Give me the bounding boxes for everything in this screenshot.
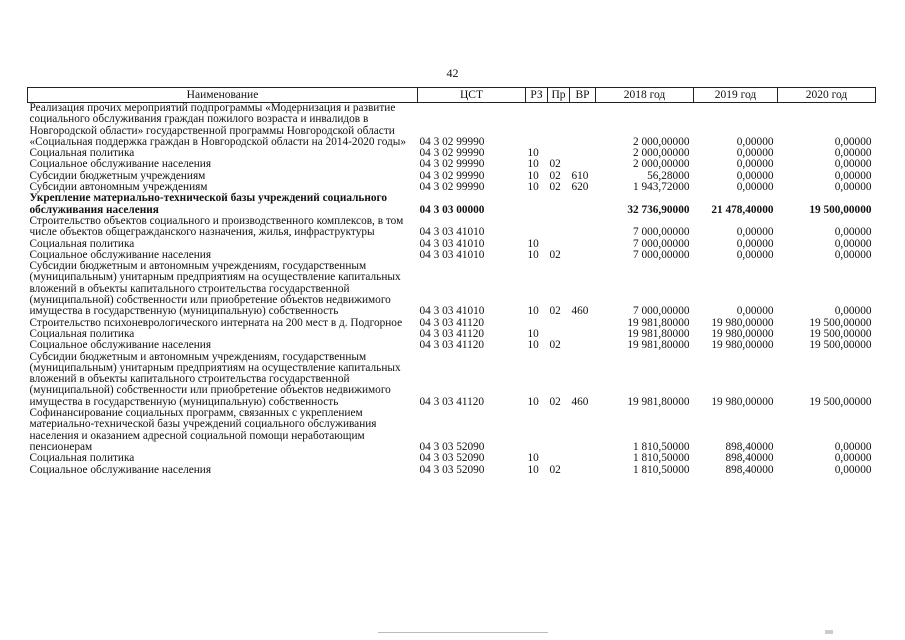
- table-row: [28, 408, 876, 453]
- row-rz: 10: [527, 158, 539, 171]
- row-pr: 02: [549, 463, 561, 476]
- table-header-row: [28, 88, 876, 103]
- row-2019: 0,00000: [736, 226, 774, 239]
- row-rz: 10: [527, 327, 539, 340]
- row-cst: 04 3 02 99990: [419, 169, 485, 182]
- row-2019: 898,40000: [725, 440, 774, 453]
- row-2019: 0,00000: [736, 169, 774, 182]
- row-name: Строительство психоневрологического интерната на 200 мест в д. Подгорное: [29, 316, 403, 329]
- row-vr: 460: [571, 395, 589, 408]
- header-2020: 2020 год: [778, 88, 876, 103]
- row-vr: [570, 329, 596, 340]
- row-2020: 0,00000: [834, 169, 872, 182]
- row-2020: 19 500,00000: [809, 316, 872, 329]
- row-2018: 7 000,00000: [633, 305, 690, 318]
- row-cst: 04 3 03 52090: [419, 440, 485, 453]
- header-2019: 2019 год: [694, 88, 778, 103]
- row-2020: 19 500,00000: [809, 203, 872, 216]
- row-2018: 19 981,80000: [627, 395, 690, 408]
- row-2019: 898,40000: [725, 452, 774, 465]
- row-2020: 0,00000: [834, 463, 872, 476]
- row-pr: 02: [549, 248, 561, 261]
- row-vr: 620: [571, 181, 589, 194]
- row-cst: 04 3 03 52090: [419, 452, 485, 465]
- row-vr: 460: [571, 305, 589, 318]
- row-2019: 19 980,00000: [711, 316, 774, 329]
- row-2018: 2 000,00000: [633, 147, 690, 160]
- scan-artifact-line: [378, 632, 548, 633]
- row-2019: 19 980,00000: [711, 395, 774, 408]
- row-2020: 0,00000: [834, 135, 872, 148]
- row-cst: 04 3 03 41010: [419, 237, 485, 250]
- row-2018: 7 000,00000: [633, 237, 690, 250]
- row-2018: 19 981,80000: [627, 327, 690, 340]
- row-2018: 19 981,80000: [627, 339, 690, 352]
- header-name: Наименование: [28, 88, 418, 103]
- row-pr: 02: [549, 158, 561, 171]
- row-vr: [570, 465, 596, 476]
- row-2019: 0,00000: [736, 158, 774, 171]
- header-vr: ВР: [570, 88, 596, 103]
- row-name: Социальное обслуживание населения: [29, 463, 212, 476]
- header-cst: ЦСТ: [418, 88, 526, 103]
- row-name: Софинансирование социальных программ, связанных с укреплением материально-технической базы учреждений социального обслуживания населения и оказанием адресной социальной помощи неработающим пенсионерам: [29, 407, 377, 453]
- row-rz: 10: [527, 181, 539, 194]
- row-cst: 04 3 03 41120: [419, 327, 485, 340]
- row-cst: 04 3 03 41120: [419, 339, 485, 352]
- row-2020: 0,00000: [834, 305, 872, 318]
- row-2020: 0,00000: [834, 237, 872, 250]
- row-cst: 04 3 03 41010: [419, 305, 485, 318]
- row-2019: 0,00000: [736, 305, 774, 318]
- row-name: Субсидии бюджетным и автономным учреждениям, государственным (муниципальным) унитарным предприятиям на осуществление капитальных вложений в объекты капитального строительства государственной (муниципальной) собственности или приобретение объектов недвижимого имущества в государственную (муниципальную) собственность: [29, 350, 401, 408]
- budget-table: [27, 87, 876, 476]
- row-2018: 1 810,50000: [633, 452, 690, 465]
- row-2018: 19 981,80000: [627, 316, 690, 329]
- row-2018: 7 000,00000: [633, 248, 690, 261]
- row-2020: 0,00000: [834, 181, 872, 194]
- row-rz: 10: [527, 339, 539, 352]
- table-row: [28, 340, 876, 351]
- row-rz: 10: [527, 463, 539, 476]
- row-rz: 10: [527, 237, 539, 250]
- row-rz: [526, 103, 548, 149]
- row-name: Социальная политика: [29, 147, 135, 160]
- row-rz: 10: [527, 305, 539, 318]
- row-2018: 1 810,50000: [633, 463, 690, 476]
- row-cst: 04 3 03 00000: [419, 203, 485, 216]
- row-pr: [548, 216, 570, 239]
- row-2020: 0,00000: [834, 248, 872, 261]
- row-rz: 10: [527, 395, 539, 408]
- row-2018: 32 736,90000: [627, 203, 690, 216]
- row-2019: 0,00000: [736, 147, 774, 160]
- scan-artifact-mark: [825, 630, 833, 634]
- row-cst: 04 3 03 41010: [419, 226, 485, 239]
- row-name: Социальная политика: [29, 237, 135, 250]
- row-rz: 10: [527, 147, 539, 160]
- header-pr: Пр: [548, 88, 570, 103]
- row-pr: 02: [549, 181, 561, 194]
- row-vr: [570, 318, 596, 329]
- row-name: Субсидии бюджетным и автономным учреждениям, государственным (муниципальным) унитарным предприятиям на осуществление капитальных вложений в объекты капитального строительства государственной (муниципальной) собственности или приобретение объектов недвижимого имущества в государственную (муниципальную) собственность: [29, 260, 401, 318]
- row-rz: 10: [527, 248, 539, 261]
- row-2019: 19 980,00000: [711, 327, 774, 340]
- row-2020: 0,00000: [834, 226, 872, 239]
- row-2018: 7 000,00000: [633, 226, 690, 239]
- row-name: Социальное обслуживание населения: [29, 248, 212, 261]
- row-pr: [548, 103, 570, 149]
- table-body: [28, 103, 876, 476]
- row-2018: 1 943,72000: [633, 181, 690, 194]
- row-cst: 04 3 03 41120: [419, 316, 485, 329]
- header-rz: РЗ: [526, 88, 548, 103]
- row-2019: 0,00000: [736, 181, 774, 194]
- row-pr: 02: [549, 305, 561, 318]
- row-2020: 0,00000: [834, 147, 872, 160]
- row-2018: 1 810,50000: [633, 440, 690, 453]
- row-rz: [526, 216, 548, 239]
- table-row: [28, 465, 876, 476]
- row-vr: [570, 193, 596, 216]
- row-2020: 19 500,00000: [809, 339, 872, 352]
- table-row: [28, 216, 876, 239]
- table-row: [28, 453, 876, 464]
- row-name: Социальная политика: [29, 452, 135, 465]
- row-2018: 2 000,00000: [633, 158, 690, 171]
- row-vr: [570, 340, 596, 351]
- row-2020: 0,00000: [834, 452, 872, 465]
- row-cst: 04 3 03 41120: [419, 395, 485, 408]
- row-vr: [570, 239, 596, 250]
- row-vr: 610: [571, 169, 589, 182]
- row-2020: 19 500,00000: [809, 395, 872, 408]
- row-name: Субсидии бюджетным учреждениям: [29, 169, 206, 182]
- row-vr: [570, 103, 596, 149]
- row-2019: 0,00000: [736, 248, 774, 261]
- row-cst: 04 3 02 99990: [419, 158, 485, 171]
- row-2019: 0,00000: [736, 135, 774, 148]
- row-pr: 02: [549, 395, 561, 408]
- table-row: [28, 103, 876, 149]
- page-number: 42: [446, 66, 459, 80]
- row-pr: [548, 318, 570, 329]
- row-name: Социальное обслуживание населения: [29, 158, 212, 171]
- row-cst: 04 3 02 99990: [419, 181, 485, 194]
- row-vr: [570, 453, 596, 464]
- row-name: Социальная политика: [29, 327, 135, 340]
- row-2020: 0,00000: [834, 440, 872, 453]
- row-vr: [570, 408, 596, 453]
- row-2019: 898,40000: [725, 463, 774, 476]
- row-rz: [526, 408, 548, 453]
- row-2020: 19 500,00000: [809, 327, 872, 340]
- row-rz: [526, 193, 548, 216]
- row-2019: 21 478,40000: [711, 203, 774, 216]
- row-2019: 0,00000: [736, 237, 774, 250]
- row-pr: [548, 193, 570, 216]
- row-vr: [570, 148, 596, 159]
- row-2020: 0,00000: [834, 158, 872, 171]
- table-row: [28, 193, 876, 216]
- row-name: Строительство объектов социального и производственного комплексов, в том числе объектов общегражданского назначения, жилья, инфраструктуры: [29, 214, 404, 239]
- row-cst: 04 3 02 99990: [419, 135, 485, 148]
- table-row: [28, 352, 876, 408]
- row-cst: 04 3 02 99990: [419, 147, 485, 160]
- row-vr: [570, 216, 596, 239]
- table-row: [28, 261, 876, 317]
- row-pr: 02: [549, 339, 561, 352]
- row-pr: 02: [549, 169, 561, 182]
- header-2018: 2018 год: [596, 88, 694, 103]
- row-pr: [548, 408, 570, 453]
- row-2018: 56,28000: [647, 169, 690, 182]
- row-name: Реализация прочих мероприятий подпрограммы «Модернизация и развитие социального обслуживания граждан пожилого возраста и инвалидов в Новгородской области» государственной программы Новгородской области «Социальная поддержка граждан в Новгородской области на 2014-2020 годы»: [29, 102, 406, 148]
- row-2019: 19 980,00000: [711, 339, 774, 352]
- row-pr: [548, 453, 570, 464]
- row-cst: 04 3 03 41010: [419, 248, 485, 261]
- row-name: Укрепление материально-технической базы учреждений социального обслуживания населения: [29, 192, 388, 216]
- row-rz: 10: [527, 452, 539, 465]
- row-2018: 2 000,00000: [633, 135, 690, 148]
- row-name: Субсидии автономным учреждениям: [29, 181, 208, 194]
- row-vr: [570, 250, 596, 261]
- row-name: Социальное обслуживание населения: [29, 339, 212, 352]
- row-cst: 04 3 03 52090: [419, 463, 485, 476]
- row-rz: 10: [527, 169, 539, 182]
